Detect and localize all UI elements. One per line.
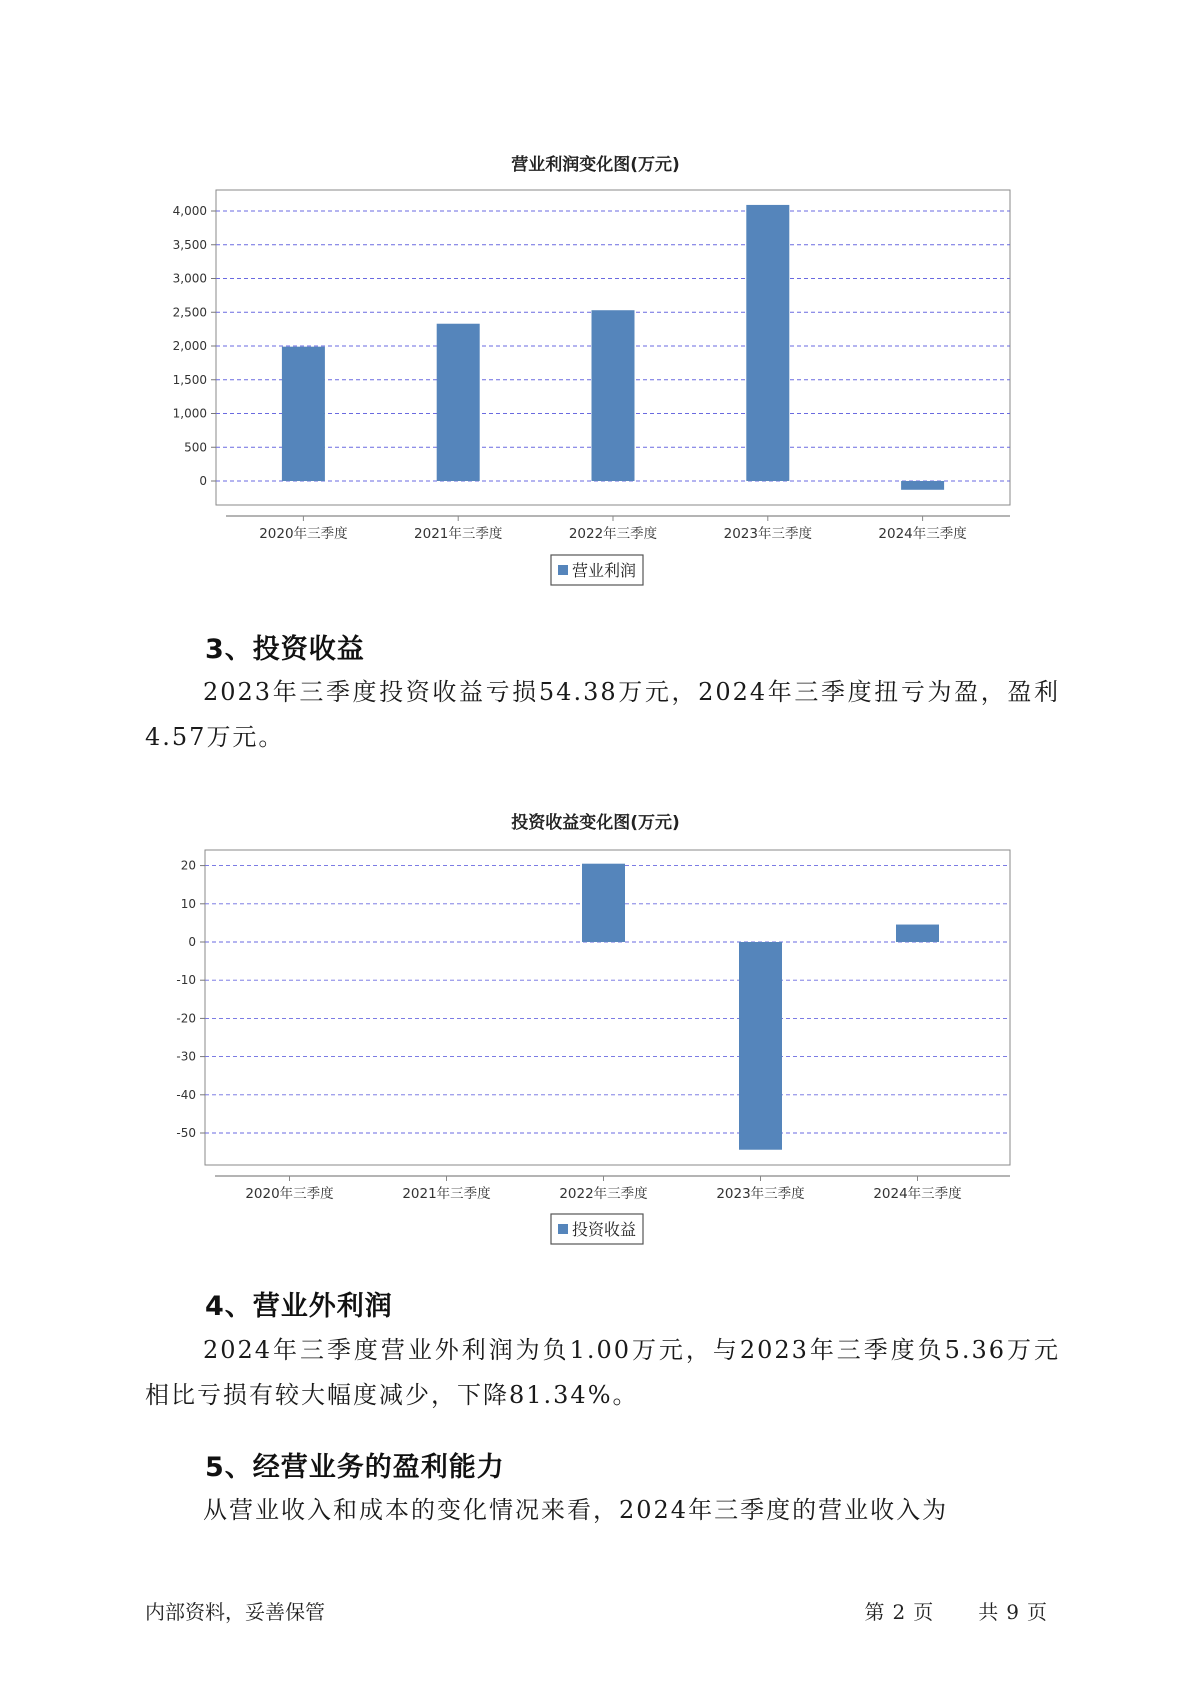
legend-swatch — [558, 1224, 568, 1234]
footer-page-indicator — [860, 1596, 1051, 1625]
y-tick-label: 0 — [188, 935, 196, 949]
x-tick-label: 2022年三季度 — [559, 1186, 648, 1202]
y-tick-label: 3,000 — [172, 271, 207, 286]
paragraph-text: 2023年三季度投资收益亏损54.38万元，2024年三季度扭亏为盈，盈利4.57万元。 — [145, 678, 1060, 751]
y-tick-label: 4,000 — [172, 204, 207, 218]
x-tick-label: 2021年三季度 — [414, 526, 503, 542]
chart-title: 投资收益变化图(万元) — [511, 813, 680, 833]
y-tick-label: -20 — [176, 1011, 196, 1026]
paragraph-text: 2024年三季度营业外利润为负1.00万元，与2023年三季度负5.36万元相比亏损有较大幅度减少，下降81.34%。 — [145, 1336, 1060, 1409]
total-pages: 9 — [1006, 1600, 1019, 1624]
paragraph-text: 从营业收入和成本的变化情况来看，2024年三季度的营业收入为 — [203, 1496, 949, 1524]
y-tick-label: -10 — [176, 973, 196, 988]
section-heading-non-operating-profit: 4、营业外利润 — [205, 1291, 393, 1322]
page-label-suffix: 页 — [913, 1600, 934, 1624]
y-tick-label: 0 — [199, 474, 207, 488]
x-tick-label: 2020年三季度 — [259, 526, 348, 542]
y-tick-label: 20 — [180, 858, 196, 873]
x-tick-label: 2024年三季度 — [873, 1186, 962, 1202]
bar — [739, 942, 782, 1150]
total-label-suffix: 页 — [1027, 1600, 1047, 1624]
page-label-prefix: 第 — [864, 1600, 885, 1624]
x-tick-label: 2020年三季度 — [245, 1186, 334, 1202]
section-heading-profitability: 5、经营业务的盈利能力 — [205, 1452, 505, 1483]
y-tick-label: 2,500 — [172, 305, 207, 320]
footer-confidential-note: 内部资料，妥善保管 — [145, 1600, 325, 1624]
x-tick-label: 2024年三季度 — [878, 526, 967, 542]
legend-label: 营业利润 — [572, 561, 637, 580]
y-tick-label: -40 — [176, 1087, 196, 1102]
y-tick-label: 2,000 — [172, 339, 207, 353]
bar — [896, 925, 939, 942]
section-paragraph-non-operating-profit — [145, 1328, 1060, 1418]
section-heading-investment-income: 3、投资收益 — [205, 634, 365, 665]
y-tick-label: 1,500 — [172, 372, 207, 387]
y-tick-label: 3,500 — [172, 237, 207, 252]
y-tick-label: 500 — [184, 440, 207, 455]
y-tick-label: 1,000 — [172, 406, 207, 421]
y-tick-label: 10 — [180, 896, 196, 911]
x-tick-label: 2021年三季度 — [402, 1186, 491, 1202]
bar — [582, 864, 625, 942]
total-label-prefix: 共 — [978, 1600, 999, 1624]
section-paragraph-profitability — [145, 1488, 1060, 1533]
x-tick-label: 2023年三季度 — [716, 1186, 805, 1202]
y-tick-label: -50 — [176, 1126, 196, 1140]
x-tick-label: 2022年三季度 — [568, 526, 658, 542]
y-tick-label: -30 — [176, 1049, 196, 1064]
legend-label: 投资收益 — [572, 1220, 637, 1239]
x-tick-label: 2023年三季度 — [723, 526, 812, 542]
page-number: 2 — [892, 1600, 906, 1624]
chart-title: 营业利润变化图(万元) — [511, 155, 680, 175]
